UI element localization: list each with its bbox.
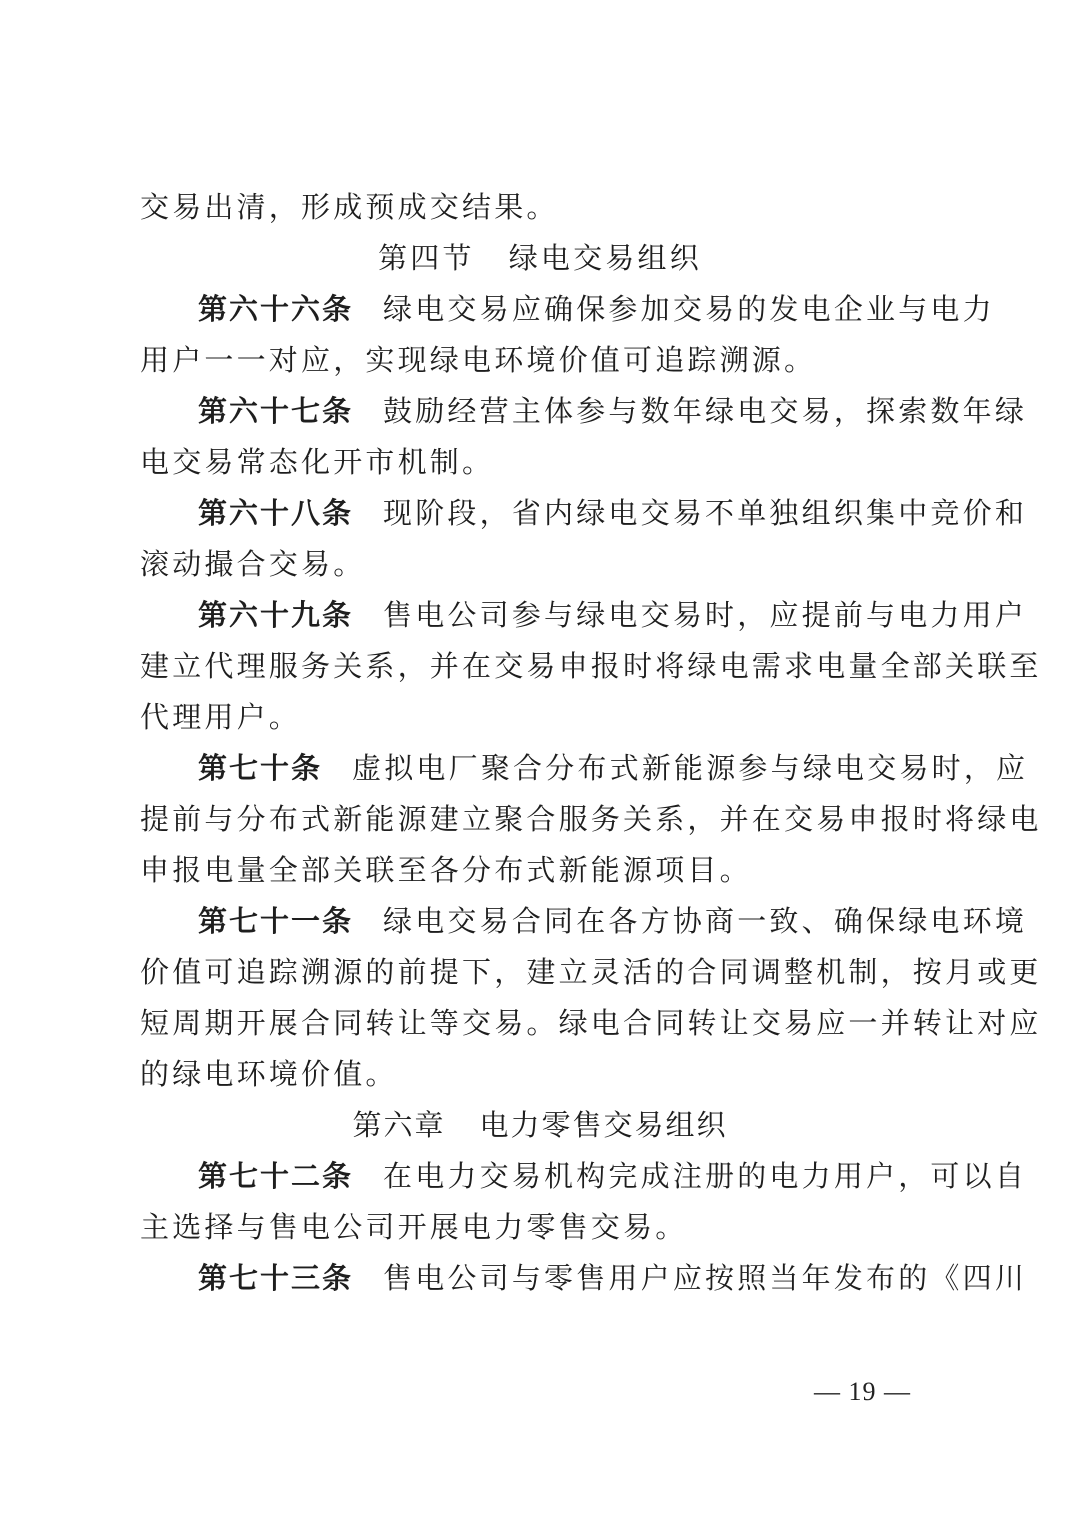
article-69-line-1 (140, 590, 1028, 641)
section-title: 绿电交易组织 (508, 241, 702, 275)
article-71-line-3: 短周期开展合同转让等交易。绿电合同转让交易应一并转让对应 (140, 1006, 1042, 1040)
article-67-title: 第六十七条 (198, 394, 354, 428)
article-72-text: 在电力交易机构完成注册的电力用户，可以自 (383, 1159, 1028, 1193)
article-73-line-1 (140, 1253, 1028, 1304)
article-72-line-2: 主选择与售电公司开展电力零售交易。 (140, 1210, 688, 1244)
article-71-text: 绿电交易合同在各方协商一致、确保绿电环境 (383, 904, 1028, 938)
article-69-title: 第六十九条 (198, 598, 354, 632)
article-68-line-1 (140, 488, 1028, 539)
article-70-line-3: 申报电量全部关联至各分布式新能源项目。 (140, 853, 752, 887)
article-68-title: 第六十八条 (198, 496, 354, 530)
article-71-title: 第七十一条 (198, 904, 354, 938)
article-71-line-2: 价值可追踪溯源的前提下，建立灵活的合同调整机制，按月或更 (140, 955, 1042, 989)
section-heading (140, 233, 940, 284)
article-67-line-2: 电交易常态化开市机制。 (140, 445, 495, 479)
article-72-line-1 (140, 1151, 1028, 1202)
article-69-line-2: 建立代理服务关系，并在交易申报时将绿电需求电量全部关联至 (140, 649, 1042, 683)
article-68-text: 现阶段，省内绿电交易不单独组织集中竞价和 (383, 496, 1028, 530)
article-70-text: 虚拟电厂聚合分布式新能源参与绿电交易时，应 (352, 751, 1029, 785)
article-66-title: 第六十六条 (198, 292, 354, 326)
article-71-line-1 (140, 896, 1028, 947)
article-70-line-1 (140, 743, 1029, 794)
article-67-text: 鼓励经营主体参与数年绿电交易，探索数年绿 (383, 394, 1028, 428)
article-66-line-2: 用户一一对应，实现绿电环境价值可追踪溯源。 (140, 343, 817, 377)
paragraph-line: 交易出清，形成预成交结果。 (140, 190, 559, 224)
chapter-title: 电力零售交易组织 (479, 1108, 728, 1142)
article-70-line-2: 提前与分布式新能源建立聚合服务关系，并在交易申报时将绿电 (140, 802, 1042, 836)
article-71-line-4: 的绿电环境价值。 (140, 1057, 398, 1091)
chapter-number: 第六章 (352, 1108, 446, 1142)
document-body (140, 182, 1042, 1304)
article-69-text: 售电公司参与绿电交易时，应提前与电力用户 (383, 598, 1028, 632)
article-70-title: 第七十条 (198, 751, 323, 785)
chapter-heading (140, 1100, 940, 1151)
article-66-text: 绿电交易应确保参加交易的发电企业与电力 (383, 292, 995, 326)
article-66-line-1 (140, 284, 995, 335)
page-number: — 19 — (814, 1377, 911, 1406)
article-67-line-1 (140, 386, 1028, 437)
article-73-text: 售电公司与零售用户应按照当年发布的《四川 (383, 1261, 1028, 1295)
article-73-title: 第七十三条 (198, 1261, 354, 1295)
article-69-line-3: 代理用户。 (140, 700, 302, 734)
article-72-title: 第七十二条 (198, 1159, 354, 1193)
article-68-line-2: 滚动撮合交易。 (140, 547, 366, 581)
section-number: 第四节 (378, 241, 475, 275)
